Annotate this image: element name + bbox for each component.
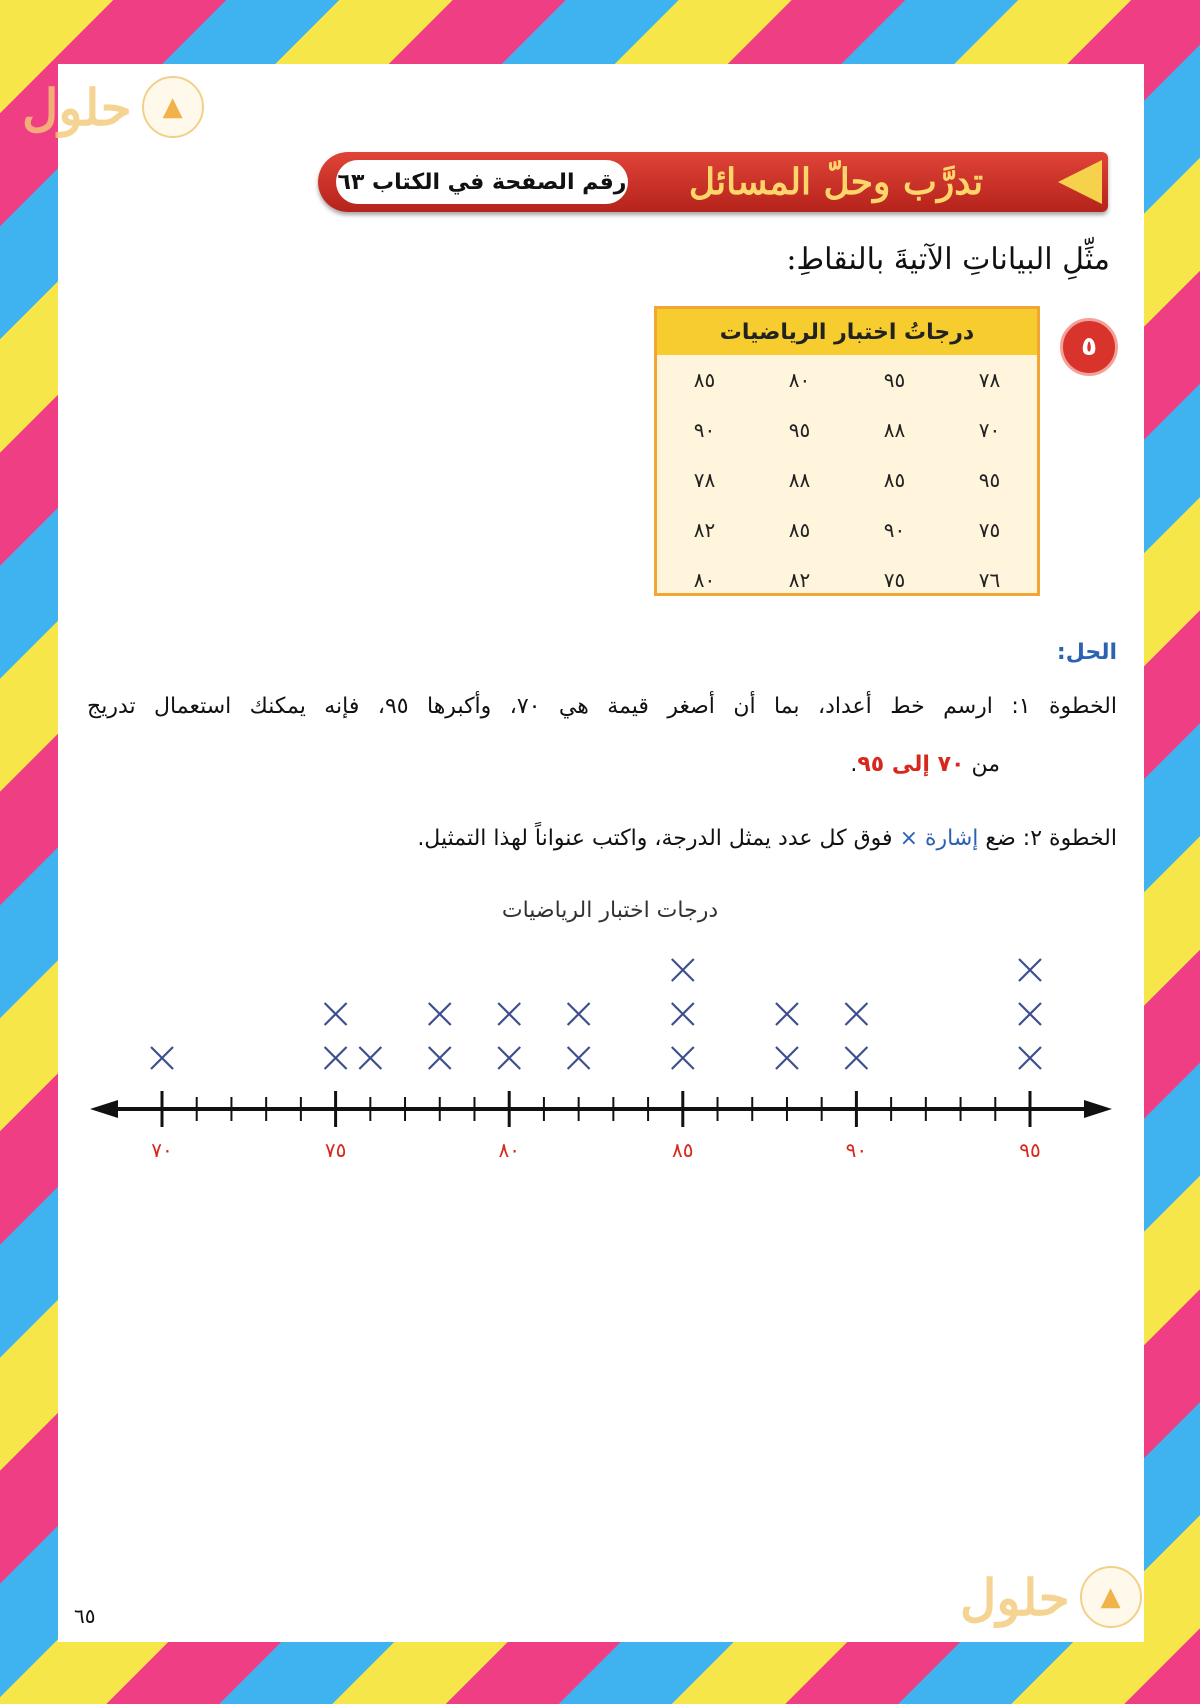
x-mark (672, 959, 694, 981)
table-cell: ٨٢ (693, 518, 716, 542)
page-number: ٦٥ (74, 1604, 96, 1628)
x-mark (845, 1003, 867, 1025)
step-2-mark-word: إشارة × (899, 826, 979, 851)
x-mark (776, 1047, 798, 1069)
step-2-prefix: الخطوة ٢: (1022, 826, 1117, 851)
x-mark (498, 1003, 520, 1025)
x-mark (1019, 1047, 1041, 1069)
table-cell: ٨٥ (788, 518, 811, 542)
step-2-part-b: فوق كل عدد يمثل الدرجة، واكتب عنواناً لهذا التمثيل. (417, 826, 893, 851)
x-mark (672, 1003, 694, 1025)
book-icon: ▲ (1080, 1566, 1142, 1628)
table-cell: ٧٥ (883, 568, 906, 592)
table-cell: ٧٨ (693, 468, 716, 492)
table-cell: ٩٥ (883, 368, 906, 392)
table-cell: ٩٥ (978, 468, 1001, 492)
line-plot-title: درجات اختبار الرياضيات (501, 898, 719, 923)
x-mark (429, 1003, 451, 1025)
tick-label: ٧٥ (324, 1138, 347, 1162)
book-page-reference: رقم الصفحة في الكتاب ٦٣ (336, 160, 628, 204)
section-title: تدرَّب وحلّ المسائل (688, 161, 984, 203)
table-cell: ٧٨ (978, 368, 1001, 392)
x-mark (325, 1003, 347, 1025)
x-mark (429, 1047, 451, 1069)
x-mark (1019, 1003, 1041, 1025)
axis-arrow-left-icon (90, 1100, 118, 1118)
logo-text: حلول (960, 1567, 1070, 1627)
table-cell: ٨٥ (883, 468, 906, 492)
instruction-text: مثِّلِ البياناتِ الآتيةَ بالنقاطِ: (786, 242, 1110, 277)
table-cell: ٧٦ (978, 568, 1001, 592)
x-mark (568, 1047, 590, 1069)
solution-label: الحل: (1056, 640, 1117, 665)
tick-label: ٩٠ (845, 1138, 868, 1162)
axis-arrow-right-icon (1084, 1100, 1112, 1118)
table-cell: ٩٠ (693, 418, 716, 442)
table-cell: ٩٠ (883, 518, 906, 542)
table-cell: ٨٠ (788, 368, 811, 392)
step-1-prefix: الخطوة ١: (1011, 694, 1117, 719)
tick-label: ٨٠ (498, 1138, 520, 1162)
x-mark (568, 1003, 590, 1025)
step-1-from: من (971, 752, 1000, 777)
step-1-line-1: ارسم خط أعداد، بما أن أصغر قيمة هي ٧٠، وأكبرها ٩٥، فإنه يمكنك استعمال تدريج (87, 694, 993, 719)
x-mark (845, 1047, 867, 1069)
step-2-part-a: ضع (985, 826, 1016, 851)
x-mark (776, 1003, 798, 1025)
book-icon: ▲ (142, 76, 204, 138)
tick-label: ٧٠ (151, 1138, 173, 1162)
x-mark (325, 1047, 347, 1069)
step-1-range: ٧٠ إلى ٩٥ (857, 752, 965, 777)
x-mark (1019, 959, 1041, 981)
table-cell: ٨٥ (693, 368, 716, 392)
table-cell: ٨٠ (693, 568, 716, 592)
table-cell: ٨٨ (788, 468, 811, 492)
table-cell: ٧٠ (978, 418, 1001, 442)
step-1-end: . (850, 752, 858, 777)
table-cell: ٨٨ (883, 418, 906, 442)
x-mark (359, 1047, 381, 1069)
data-table-title: درجاتُ اختبار الرياضيات (657, 309, 1037, 355)
x-mark (498, 1047, 520, 1069)
x-mark (672, 1047, 694, 1069)
tick-label: ٩٥ (1019, 1138, 1041, 1162)
question-number-badge: ٥ (1060, 318, 1118, 376)
x-mark (151, 1047, 173, 1069)
table-cell: ٩٥ (788, 418, 811, 442)
tick-label: ٨٥ (672, 1138, 694, 1162)
logo-text: حلول (22, 77, 132, 137)
table-cell: ٨٢ (788, 568, 811, 592)
table-cell: ٧٥ (978, 518, 1001, 542)
